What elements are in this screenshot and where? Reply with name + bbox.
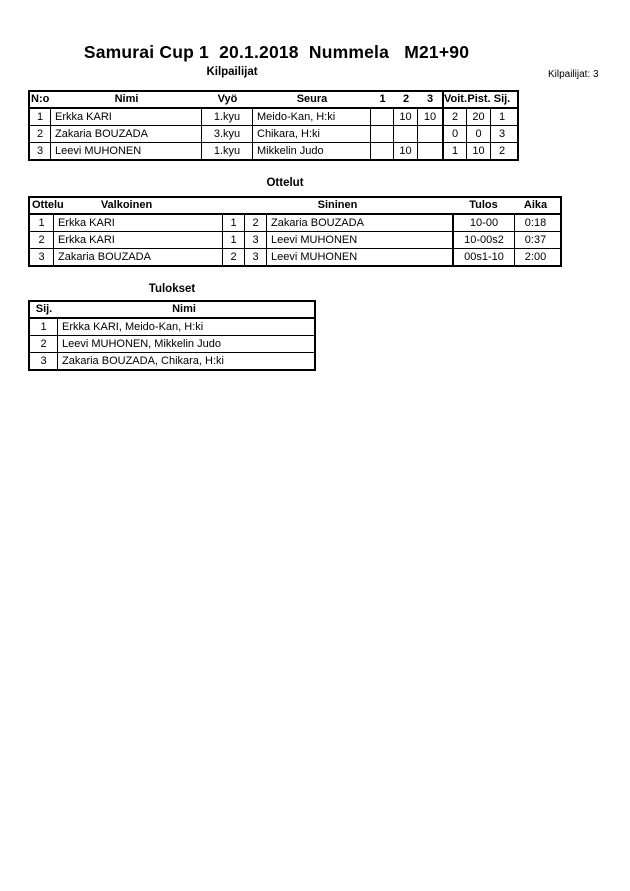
competitors-header-row [30, 92, 517, 109]
competitor-row [30, 109, 517, 125]
header-name: Nimi [172, 303, 196, 315]
cell-name: Erkka KARI [51, 109, 202, 125]
cell-place: 3 [498, 128, 506, 140]
page-title: Samurai Cup 1 20.1.2018 Nummela M21+90 [83, 42, 470, 62]
cell-round-2: 10 [394, 143, 418, 159]
header-round-3: 3 [426, 93, 434, 105]
matches-table [28, 196, 562, 267]
cell-place: 3 [30, 353, 58, 369]
result-row [30, 352, 314, 369]
match-row [30, 231, 560, 248]
results-section-title: Tulokset [148, 283, 196, 295]
cell-time: 0:18 [524, 217, 547, 229]
cell-place: 1 [30, 319, 58, 335]
cell-points: 20 [467, 109, 491, 125]
cell-white-number: 1 [223, 215, 245, 231]
cell-white-name: Zakaria BOUZADA [54, 249, 223, 265]
cell-wins: 0 [442, 126, 467, 142]
cell-result: 10-00s2 [452, 232, 515, 248]
cell-match-number: 3 [30, 249, 54, 265]
header-belt: Vyö [217, 93, 238, 105]
cell-number: 2 [30, 126, 51, 142]
cell-blue-name: Leevi MUHONEN [271, 251, 358, 263]
matches-header-row [30, 198, 560, 215]
result-row [30, 335, 314, 352]
header-round-2: 2 [402, 93, 410, 105]
results-header-row [30, 302, 314, 319]
header-result: Tulos [469, 199, 498, 211]
cell-name: Leevi MUHONEN, Mikkelin Judo [62, 338, 221, 350]
cell-name: Zakaria BOUZADA, Chikara, H:ki [62, 355, 224, 367]
cell-number: 3 [30, 143, 51, 159]
cell-white-name: Erkka KARI [54, 232, 223, 248]
cell-place: 2 [30, 336, 58, 352]
cell-round-2: 10 [394, 109, 418, 125]
cell-points: 0 [467, 126, 491, 142]
cell-match-number: 2 [30, 232, 54, 248]
competitors-table [28, 90, 519, 161]
results-table [28, 300, 316, 371]
cell-blue-number: 3 [245, 232, 267, 248]
cell-belt: 3.kyu [202, 126, 253, 142]
match-row [30, 215, 560, 231]
cell-round-3: 10 [423, 111, 437, 123]
competitor-count: Kilpailijat: 3 [548, 69, 599, 80]
header-name: Nimi [114, 93, 139, 105]
cell-round-1 [371, 109, 394, 125]
cell-white-number: 2 [223, 249, 245, 265]
cell-blue-number: 3 [245, 249, 267, 265]
cell-club: Meido-Kan, H:ki [253, 109, 371, 125]
cell-wins: 1 [442, 143, 467, 159]
cell-belt: 1.kyu [202, 109, 253, 125]
cell-belt: 1.kyu [202, 143, 253, 159]
cell-round-3 [418, 126, 442, 142]
cell-time: 0:37 [524, 234, 547, 246]
result-row [30, 319, 314, 335]
cell-points: 10 [467, 143, 491, 159]
header-round-1: 1 [379, 93, 386, 105]
match-row [30, 248, 560, 265]
matches-section-title: Ottelut [266, 177, 304, 189]
cell-round-1 [371, 126, 394, 142]
header-white: Valkoinen [100, 199, 153, 211]
cell-name: Leevi MUHONEN [51, 143, 202, 159]
cell-name: Zakaria BOUZADA [51, 126, 202, 142]
cell-round-2 [394, 126, 418, 142]
header-points: Pist. [467, 93, 491, 105]
competitor-row [30, 125, 517, 142]
header-place: Sij. [35, 303, 53, 315]
cell-number: 1 [30, 109, 51, 125]
cell-white-number: 1 [223, 232, 245, 248]
header-place: Sij. [493, 93, 511, 105]
cell-place: 1 [498, 111, 506, 123]
cell-place: 2 [498, 145, 506, 157]
cell-blue-number: 2 [245, 215, 267, 231]
header-club: Seura [296, 93, 328, 105]
cell-result: 10-00 [452, 215, 515, 231]
competitors-section-title: Kilpailijat [206, 66, 258, 78]
cell-white-name: Erkka KARI [54, 215, 223, 231]
cell-club: Mikkelin Judo [253, 143, 371, 159]
cell-time: 2:00 [524, 251, 547, 263]
cell-name: Erkka KARI, Meido-Kan, H:ki [62, 321, 204, 333]
cell-result: 00s1-10 [452, 249, 515, 265]
cell-blue-name: Leevi MUHONEN [271, 234, 358, 246]
competitor-row [30, 142, 517, 159]
cell-blue-name: Zakaria BOUZADA [271, 217, 364, 229]
header-time: Aika [523, 199, 548, 211]
cell-club: Chikara, H:ki [253, 126, 371, 142]
header-blue: Sininen [317, 199, 358, 211]
cell-match-number: 1 [30, 215, 54, 231]
header-wins: Voit. [444, 93, 468, 105]
cell-round-1 [371, 143, 394, 159]
cell-wins: 2 [442, 109, 467, 125]
header-match: Ottelu [32, 199, 64, 211]
cell-round-3 [418, 143, 442, 159]
header-number: N:o [31, 93, 50, 105]
